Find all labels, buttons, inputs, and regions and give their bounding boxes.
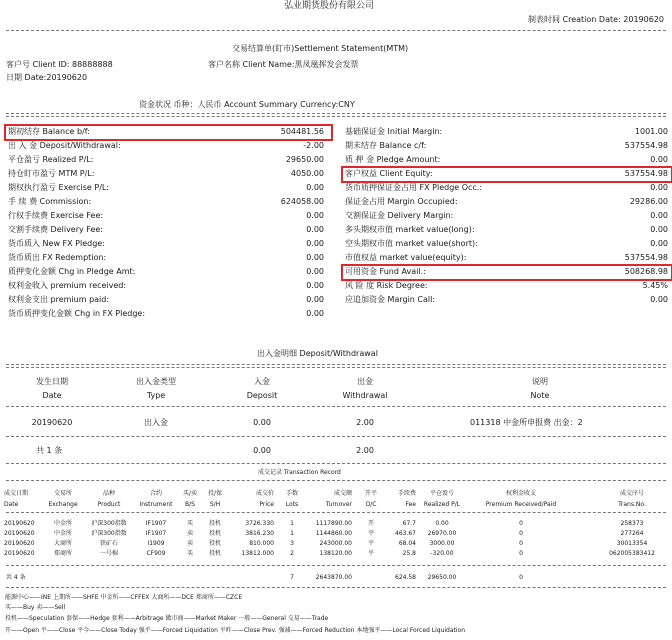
trades-cell: -320.00: [430, 550, 454, 557]
summary-label: 交割手续费 Delivery Fee:: [8, 225, 103, 234]
summary-label: 市值权益 market value(equity):: [345, 253, 467, 262]
trades-header-cn: 品种: [102, 490, 115, 497]
summary-value: 0.00: [306, 295, 324, 304]
summary-value: 0.00: [650, 183, 668, 192]
trades-total-lots: 7: [290, 574, 294, 581]
highlight-client-equity: [341, 166, 672, 183]
summary-value: 0.00: [650, 155, 668, 164]
trades-cell: 0: [519, 520, 523, 527]
trades-header-cn: 成交日期: [4, 490, 29, 497]
trades-title: 成交记录 Transaction Record: [258, 469, 341, 476]
trades-header-cn: 手数: [285, 490, 298, 497]
summary-value: 0.00: [306, 239, 324, 248]
summary-value: 0.00: [306, 183, 324, 192]
summary-label: 期末结存 Balance c/f:: [345, 141, 427, 150]
summary-label: 质押变化金额 Chg in Pledge Amt:: [8, 267, 136, 276]
summary-row: [0, 141, 672, 151]
trades-cell: 平: [367, 540, 374, 547]
summary-label: 货币质入 New FX Pledge:: [8, 239, 105, 248]
trades-header-cn: 投/保: [207, 490, 223, 497]
deposit-total-withdrawal: 2.00: [356, 446, 374, 455]
deposit-divider: [6, 364, 666, 365]
trades-cell: I1909: [147, 540, 165, 547]
trades-header-en: Date: [4, 501, 19, 508]
summary-value: 0.00: [306, 267, 324, 276]
summary-title: 资金状况 币种：人民币 Account Summary Currency:CNY: [139, 100, 355, 109]
summary-value: 508268.98: [624, 267, 668, 276]
trades-cell: 277264: [620, 530, 644, 537]
summary-row: [0, 155, 672, 165]
summary-value: 624058.00: [280, 197, 324, 206]
summary-value: 0.00: [650, 239, 668, 248]
summary-label: 权利金支出 premium paid:: [8, 295, 110, 304]
summary-value: 0.00: [650, 211, 668, 220]
summary-value: 0.00: [306, 211, 324, 220]
deposit-header-type-en: Type: [146, 391, 166, 400]
deposit-cell: 0.00: [253, 418, 271, 427]
trades-header-en: Fee: [405, 501, 416, 508]
trades-cell: 0.00: [435, 520, 449, 527]
trades-header-cn: 合约: [149, 490, 162, 497]
summary-row: [0, 197, 672, 207]
deposit-header-deposit-en: Deposit: [246, 391, 278, 400]
trades-cell: 13812.000: [241, 550, 274, 557]
trades-divider: [6, 480, 666, 481]
legend-buy-sell: 买——Buy 卖——Sell: [5, 604, 66, 611]
trades-header-cn: 成交额: [333, 490, 352, 497]
deposit-total-divider: [6, 463, 666, 464]
trades-total-fee: 624.58: [395, 574, 416, 581]
trades-header-cn: 成交序号: [619, 490, 644, 497]
trades-header-en: Turnover: [325, 501, 352, 508]
trades-header-cn: 权利金收支: [505, 490, 536, 497]
summary-label: 空头期权市值 market value(short):: [345, 239, 478, 248]
summary-label: 保证金占用 Margin Occupied:: [345, 197, 458, 206]
trades-cell: 062005383412: [609, 550, 655, 557]
trades-cell: 平: [367, 530, 374, 537]
trades-cell: 中金所: [53, 520, 72, 527]
trades-cell: 买: [186, 550, 193, 557]
highlight-balance-bf: [4, 124, 333, 141]
trades-header-cn: 成交价: [255, 490, 274, 497]
deposit-divider-2: [6, 367, 666, 368]
summary-value: 1001.00: [634, 127, 668, 136]
summary-divider-top: [6, 113, 666, 114]
summary-label: 行权手续费 Exercise Fee:: [8, 211, 104, 220]
summary-label: 货币质押保证金占用 FX Pledge Occ.:: [345, 183, 483, 192]
summary-label: 货币质出 FX Redemption:: [8, 253, 107, 262]
trades-header-cn: 平仓盈亏: [429, 490, 454, 497]
trades-cell: 20190620: [4, 550, 35, 557]
summary-label: 权利金收入 premium received:: [8, 281, 127, 290]
summary-label: 多头期权市值 market value(long):: [345, 225, 475, 234]
summary-label: 期初结存 Balance b/f:: [8, 127, 90, 136]
trades-cell: 大商所: [53, 540, 72, 547]
summary-value: 0.00: [306, 309, 324, 318]
summary-row: [0, 183, 672, 193]
trades-cell: 3: [290, 540, 294, 547]
trades-header-cn: 开平: [364, 490, 377, 497]
deposit-title: 出入金明细 Deposit/Withdrawal: [257, 349, 378, 358]
summary-value: 0.00: [306, 225, 324, 234]
deposit-row-divider: [6, 436, 666, 437]
summary-label: 质 押 金 Pledge Amount:: [345, 155, 441, 164]
trades-cell: 20190620: [4, 520, 35, 527]
summary-row: [0, 225, 672, 235]
header-divider: [6, 30, 666, 31]
summary-row: [0, 281, 672, 291]
trades-cell: IF1907: [145, 530, 167, 537]
summary-label: 期权执行盈亏 Exercise P/L:: [8, 183, 110, 192]
trades-cell: CF909: [146, 550, 166, 557]
summary-label: 风 险 度 Risk Degree:: [345, 281, 428, 290]
trades-cell: 铁矿石: [99, 540, 118, 547]
highlight-fund-avail: [341, 264, 672, 281]
summary-value: 29286.00: [629, 197, 668, 206]
deposit-header-divider: [6, 406, 666, 407]
trades-cell: 投机: [208, 540, 221, 547]
summary-value: 537554.98: [624, 253, 668, 262]
deposit-header-deposit-cn: 入金: [254, 377, 270, 386]
summary-row: [0, 211, 672, 221]
trades-header-cn: 手续费: [397, 490, 416, 497]
trades-cell: 67.7: [402, 520, 416, 527]
summary-value: 29650.00: [285, 155, 324, 164]
summary-label: 应追加资金 Margin Call:: [345, 295, 436, 304]
trades-cell: 沪深300指数: [91, 530, 127, 537]
trades-total-label: 共 4 条: [6, 574, 26, 581]
deposit-header-note-en: Note: [530, 391, 550, 400]
trades-cell: 3726.330: [245, 520, 274, 527]
trades-header-en: Premium Received/Paid: [485, 501, 557, 508]
trades-header-en: Product: [97, 501, 121, 508]
trades-cell: 3816.230: [245, 530, 274, 537]
trades-cell: 平: [367, 550, 374, 557]
trades-header-en: S/H: [209, 501, 221, 508]
deposit-cell: 出入金: [144, 418, 168, 427]
trades-cell: 0: [519, 540, 523, 547]
summary-label: 出 入 金 Deposit/Withdrawal:: [8, 141, 121, 150]
trades-total-pl: 29650.00: [427, 574, 457, 581]
company-name: 弘业期货股份有限公司: [284, 1, 375, 11]
trades-cell: 3000.00: [429, 540, 455, 547]
summary-value: 504481.56: [280, 127, 324, 136]
deposit-cell: 2.00: [356, 418, 374, 427]
legend-hedge-types: 投机——Speculation 套保——Hedge 套利——Arbitrage 做市商——Market Maker 一般——General 交易——Trade: [5, 615, 329, 622]
trades-cell: 20190620: [4, 530, 35, 537]
summary-value: 0.00: [650, 295, 668, 304]
deposit-header-type-cn: 出入金类型: [136, 377, 176, 386]
trades-cell: 1117890.00: [315, 520, 352, 527]
trades-cell: 243000.00: [319, 540, 352, 547]
client-name: 客户名称 Client Name:黑凤凰挥发会发票: [208, 60, 359, 69]
summary-value: 0.00: [306, 253, 324, 262]
trades-cell: 买: [186, 520, 193, 527]
deposit-header-note-cn: 说明: [532, 377, 548, 386]
legend-exchanges: 能源中心——INE 上期所——SHFE 中金所——CFFEX 大商所——DCE 郑商所——CZCE: [5, 594, 243, 601]
trades-header-en: B/S: [185, 501, 195, 508]
trades-cell: 0: [519, 550, 523, 557]
trades-header-en: Instrument: [139, 501, 173, 508]
summary-value: 537554.98: [624, 141, 668, 150]
trades-cell: 卖: [186, 530, 193, 537]
deposit-header-withdrawal-en: Withdrawal: [342, 391, 388, 400]
trades-header-en: O/C: [365, 501, 377, 508]
trades-cell: 25.8: [402, 550, 416, 557]
legend-open-close: 开——Open 平——Close 平今——Close Today 强平——Forced Liquidation 平昨——Close Prev. 强减——Forced Reduction 本地强平——Local Forced Liquidation: [5, 627, 466, 634]
deposit-header-withdrawal-cn: 出金: [357, 377, 373, 386]
trades-cell: 投机: [208, 550, 221, 557]
trades-cell: 投机: [208, 530, 221, 537]
trades-cell: 卖: [186, 540, 193, 547]
trades-cell: 30013354: [616, 540, 648, 547]
client-id: 客户号 Client ID: 88888888: [6, 60, 113, 69]
trades-header-en: Exchange: [48, 501, 78, 508]
trades-cell: 投机: [208, 520, 221, 527]
summary-label: 货币质押变化金额 Chg in FX Pledge:: [8, 309, 146, 318]
trades-cell: 810.000: [249, 540, 274, 547]
trades-total-divider: [6, 587, 666, 588]
summary-divider-top-2: [6, 116, 666, 117]
trades-cell: 中金所: [53, 530, 72, 537]
summary-value: 0.00: [650, 225, 668, 234]
trades-cell: 0: [519, 530, 523, 537]
trades-cell: 沪深300指数: [91, 520, 127, 527]
summary-value: 5.45%: [642, 281, 668, 290]
trades-cell: 一号棉: [99, 550, 118, 557]
deposit-total-label: 共 1 条: [36, 446, 63, 455]
summary-label: 手 续 费 Commission:: [8, 197, 92, 206]
trades-total-turnover: 2643870.00: [315, 574, 352, 581]
trades-cell: 20190620: [4, 540, 35, 547]
summary-label: 客户权益 Client Equity:: [345, 169, 433, 178]
deposit-total-deposit: 0.00: [253, 446, 271, 455]
summary-label: 持仓盯市盈亏 MTM P/L:: [8, 169, 95, 178]
trades-header-en: Price: [259, 501, 274, 508]
summary-label: 平仓盈亏 Realized P/L:: [8, 155, 94, 164]
summary-value: 4050.00: [290, 169, 324, 178]
trades-rows-divider: [6, 565, 666, 566]
trades-header-cn: 买/卖: [182, 490, 198, 497]
summary-row: [0, 295, 672, 305]
trades-cell: 26970.00: [427, 530, 457, 537]
statement-title: 交易结算单(盯市)Settlement Statement(MTM): [232, 44, 409, 53]
summary-label: 可用资金 Fund Avail.:: [345, 267, 426, 276]
trades-header-en: Lots: [285, 501, 299, 508]
trades-cell: 138120.00: [319, 550, 352, 557]
trades-total-premium: 0: [519, 574, 523, 581]
creation-date: 制表时间 Creation Date: 20190620: [527, 15, 664, 24]
trades-header-cn: 交易所: [53, 490, 72, 497]
trades-cell: 463.67: [395, 530, 416, 537]
statement-date: 日期 Date:20190620: [6, 73, 88, 82]
summary-row: [0, 253, 672, 263]
trades-cell: 68.04: [398, 540, 416, 547]
trades-header-divider: [6, 512, 666, 513]
summary-label: 基础保证金 Initial Margin:: [345, 127, 443, 136]
deposit-header-date-en: Date: [42, 391, 62, 400]
deposit-header-date-cn: 发生日期: [36, 377, 68, 386]
summary-value: -2.00: [303, 141, 324, 150]
deposit-cell: 011318 中金所申报费 出金：2: [470, 418, 583, 427]
trades-cell: 1: [290, 530, 294, 537]
trades-header-en: Trans.No.: [618, 501, 646, 508]
trades-cell: 1144860.00: [315, 530, 352, 537]
summary-value: 537554.98: [624, 169, 668, 178]
trades-header-en: Realized P/L: [423, 501, 461, 508]
trades-cell: 郑商所: [53, 550, 72, 557]
deposit-cell: 20190620: [31, 418, 73, 427]
trades-cell: IF1907: [145, 520, 167, 527]
trades-cell: 开: [367, 520, 374, 527]
trades-cell: 2: [290, 550, 294, 557]
summary-label: 交割保证金 Delivery Margin:: [345, 211, 454, 220]
trades-cell: 258373: [620, 520, 644, 527]
summary-value: 0.00: [306, 281, 324, 290]
summary-row: [0, 239, 672, 249]
trades-cell: 1: [290, 520, 294, 527]
summary-row: [0, 309, 672, 319]
